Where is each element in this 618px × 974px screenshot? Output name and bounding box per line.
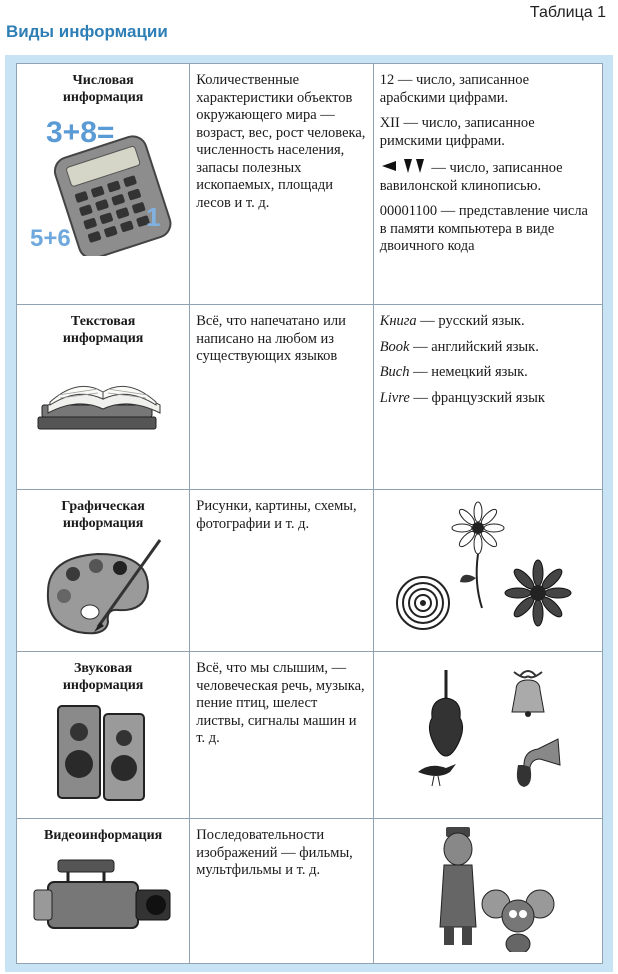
examples-cell [373,64,602,305]
type-title-line1: Графическая [61,499,145,514]
table-row [17,490,603,652]
bell-icon [512,671,544,717]
graphics-examples-icon [388,498,588,638]
calculator-icon [28,106,178,256]
calc-number-side: 1 [146,202,161,232]
calc-equation-bottom: 5+6 [30,225,71,252]
type-title-line2: информация [62,516,144,531]
type-title [23,72,183,106]
type-cell [17,652,190,819]
type-title-line1: Видеоинформация [44,828,163,843]
description-cell: Всё, что мы слышим, — человеческая речь, музыка, пение птиц, шелест листвы, сигналы машин и т. д. [190,652,373,819]
description-cell: Количественные характеристики объектов окружающего мира — возраст, вес, рост человека, численность населения, запасы полезных ископаемых, площади лесов и т. д. [190,64,373,305]
page-title: Виды информации [6,22,168,41]
example-russian: Книга — русский язык. [379,313,525,329]
description-cell: Рисунки, картины, схемы, фотографии и т. д. [190,490,373,652]
violin-icon [429,670,462,756]
examples-cell [373,305,602,490]
examples-cell [373,819,602,964]
type-cell [17,819,190,964]
cartoon-characters-icon [388,827,588,952]
type-title [23,827,183,844]
example-babylonian: — число, записанное вавилонской клинописью. [379,160,563,194]
type-title-line1: Звуковая [74,661,133,676]
table-row [17,305,603,490]
example-german: Buch — немецкий язык. [379,364,528,380]
crocodile-character-icon [440,827,476,945]
camcorder-icon [28,844,178,949]
table-number: Таблица 1 [529,4,606,21]
bird-icon [418,764,456,786]
flower-icon [452,502,504,608]
example-roman: XII — число, записанное римскими цифрами. [379,115,535,149]
cuneiform-icon [380,158,428,174]
daisy-icon [505,560,571,626]
table-row [17,819,603,964]
palette-icon [28,532,178,642]
table-frame [5,55,613,972]
type-title-line1: Числовая [72,73,134,88]
examples-cell [373,652,602,819]
type-cell [17,490,190,652]
description-cell: Всё, что напечатано или написано на любом из существующих языков [190,305,373,490]
book-icon [28,347,178,447]
type-title [23,660,183,694]
example-arabic: 12 — число, записанное арабскими цифрами. [379,72,530,106]
example-binary: 00001100 — представление числа в памяти компьютера в виде двоичного кода [379,203,588,254]
example-english: Book — английский язык. [379,338,539,355]
table-row [17,652,603,819]
calc-equation-top: 3+8= [46,116,115,149]
example-french: Livre — французский язык [379,389,545,406]
type-title-line2: информация [62,331,144,346]
spiral-icon [397,577,449,629]
info-types-table [16,63,603,964]
type-cell [17,305,190,490]
type-title [23,313,183,347]
type-title-line2: информация [62,678,144,693]
examples-cell [373,490,602,652]
type-cell [17,64,190,305]
type-title [23,498,183,532]
horn-icon [517,739,560,787]
description-cell: Последовательности изображений — фильмы, мультфильмы и т. д. [190,819,373,964]
type-title-line2: информация [62,90,144,105]
sound-examples-icon [388,660,588,800]
type-title-line1: Текстовая [70,314,136,329]
cheburashka-icon [482,890,554,952]
speakers-icon [28,694,178,809]
table-row [17,64,603,305]
